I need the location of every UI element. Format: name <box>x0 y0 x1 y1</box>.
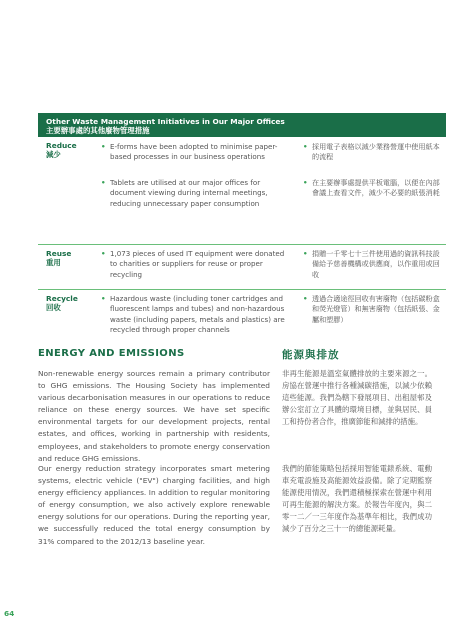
list-item <box>101 142 285 163</box>
row-label-zh: 重用 <box>46 258 61 267</box>
bullet-icon: • <box>101 294 106 303</box>
item-text-en: Hazardous waste (including toner cartridges and fluorescent lamps and tubes) and non-hazardous waste (including papers, metals and plastics) are recycled through proper channels <box>110 294 285 334</box>
table-row-reduce <box>38 137 446 245</box>
waste-initiatives-table <box>38 113 446 348</box>
table-row-recycle <box>38 290 446 348</box>
bullet-icon: • <box>303 294 308 303</box>
section-title-en: ENERGY AND EMISSIONS <box>38 348 185 359</box>
item-text-en: E-forms have been adopted to minimise paper-based processes in our business operations <box>110 142 278 162</box>
list-item <box>101 294 285 335</box>
item-text-zh: 在主要辦事處提供平板電腦，以便在內部會議上查看文件，減少不必要的紙張消耗 <box>312 178 440 198</box>
bullet-icon: • <box>101 178 106 187</box>
item-text-en: 1,073 pieces of used IT equipment were donated to charities or suppliers for reuse or proper recycling <box>110 249 285 279</box>
paragraph-2-zh: 我們的節能策略包括採用智能電錶系統、電動車充電設施及高能源效益設備。除了定期監察能源使用情況，我們還積極探索在營運中利用可再生能源的解決方案。於報告年度內，與二零一二／一三年度作為基準年相比，我們成功減少了百分之三十一的總能源耗量。 <box>282 464 432 534</box>
list-item <box>101 249 285 280</box>
table-row-reuse <box>38 245 446 290</box>
page-number: 64 <box>4 609 15 618</box>
item-text-en: Tablets are utilised at our major offices for document viewing during internal meetings, reducing unnecessary paper consumption <box>110 178 268 208</box>
section-title-zh: 能源與排放 <box>282 349 340 361</box>
table-header-zh: 主要辦事處的其他廢物管理措施 <box>46 126 150 135</box>
bullet-icon: • <box>101 142 106 151</box>
row-label-en: Reuse <box>46 249 72 258</box>
bullet-icon: • <box>303 178 308 187</box>
list-item <box>303 294 443 325</box>
list-item <box>303 142 443 163</box>
list-item <box>303 178 443 199</box>
row-label-en: Recycle <box>46 294 78 303</box>
paragraph-1-zh: 非再生能源是溫室氣體排放的主要來源之一。房協在營運中推行各種減碳措施，以減少依賴這些能源。我們為轄下發展項目、出租屋邨及辦公室訂立了具體的環境目標，並與居民、員工和持份者合作，推廣節能和減排的措施。 <box>282 369 432 427</box>
paragraph-2-en: Our energy reduction strategy incorporates smart metering systems, electric vehicle ("EV") charging facilities, and high energy efficiency appliances. In addition to regular monitoring of energy consumption, we also actively explore renewable energy solutions for our operations. During the reporting year, we successfully reduced the total energy consumption by 31% compared to the 2012/13 baseline year. <box>38 464 270 546</box>
row-label-recycle <box>46 294 100 312</box>
row-label-reduce <box>46 141 100 159</box>
row-label-zh: 回收 <box>46 303 61 312</box>
table-header-en: Other Waste Management Initiatives in Our Major Offices <box>46 117 285 126</box>
bullet-icon: • <box>303 249 308 258</box>
table-header <box>38 113 446 137</box>
row-label-zh: 減少 <box>46 150 61 159</box>
list-item <box>303 249 443 280</box>
list-item <box>101 178 285 209</box>
bullet-icon: • <box>303 142 308 151</box>
paragraph-1-en: Non-renewable energy sources remain a primary contributor to GHG emissions. The Housing Society has implemented various decarbonisation measures in our operations to reduce reliance on these energy sources. We have set specific environmental targets for our development projects, rental estates, and offices, working in partnership with residents, employees, and stakeholders to promote energy conservation and reduce GHG emissions. <box>38 369 270 463</box>
bullet-icon: • <box>101 249 106 258</box>
item-text-zh: 採用電子表格以減少業務營運中使用紙本的流程 <box>312 142 440 162</box>
item-text-zh: 透過合適途徑回收有害廢物（包括碳粉盒和熒光燈管）和無害廢物（包括紙張、金屬和塑膠） <box>312 294 440 324</box>
row-label-reuse <box>46 249 100 267</box>
item-text-zh: 捐贈一千零七十三件使用過的資訊科技設備給予慈善機構或供應商，以作重用或回收 <box>312 249 440 279</box>
row-label-en: Reduce <box>46 141 77 150</box>
